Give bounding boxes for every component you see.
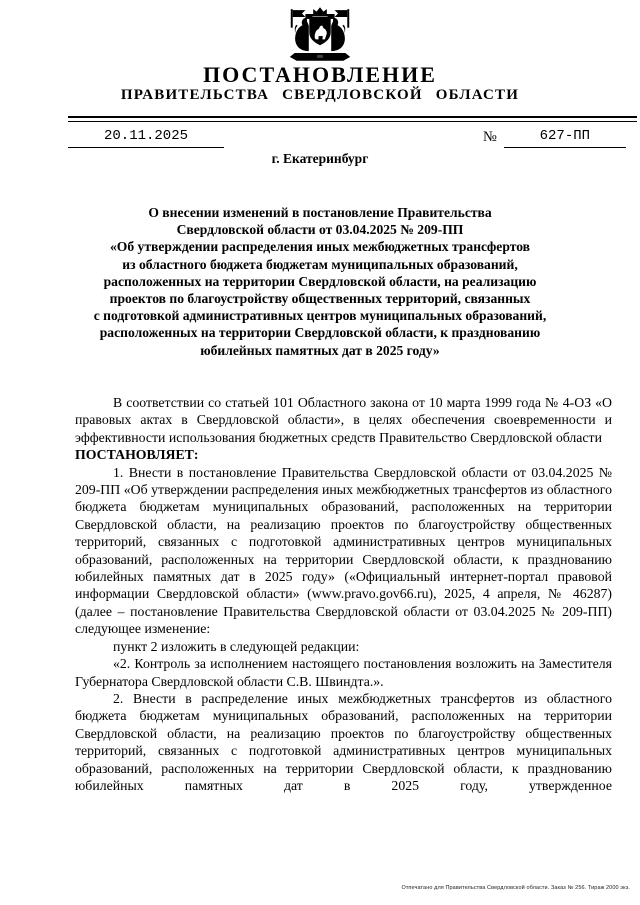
decree-title-line: расположенных на территории Свердловской области, к празднованию xyxy=(99,325,541,341)
date-value: 20.11.2025 xyxy=(68,128,224,148)
decree-title-line: юбилейных памятных дат в 2025 году» xyxy=(200,342,440,358)
body-paragraph-3: «2. Контроль за исполнением настоящего постановления возложить на Заместителя Губернатора Свердловской области С.В. Швиндта.». xyxy=(75,656,612,689)
decree-title-line: проектов по благоустройству общественных территорий, связанных xyxy=(109,291,531,307)
decree-title-line: «Об утверждении распределения иных межбюджетных трансфертов xyxy=(109,239,531,255)
city-label: г. Екатеринбург xyxy=(271,151,369,166)
number-sign: № xyxy=(483,129,497,145)
decree-title-line: из областного бюджета бюджетам муниципальных образований, xyxy=(122,256,518,272)
doc-type-title: ПОСТАНОВЛЕНИЕ xyxy=(203,62,437,87)
decree-body xyxy=(75,394,612,794)
resolves-label: ПОСТАНОВЛЯЕТ: xyxy=(75,447,199,463)
decree-title xyxy=(40,204,600,359)
body-paragraph-2: пункт 2 изложить в следующей редакции: xyxy=(113,638,360,654)
decree-title-line: расположенных на территории Свердловской области, на реализацию xyxy=(103,273,537,289)
number-field xyxy=(483,128,626,148)
decree-title-line: с подготовкой административных центров муниципальных образований, xyxy=(93,308,547,324)
sverdlovsk-coat-of-arms-icon xyxy=(282,6,358,63)
decree-title-line: О внесении изменений в постановление Правительства xyxy=(148,205,492,220)
coat-of-arms-emblem xyxy=(0,6,640,68)
decree-title-line: Свердловской области от 03.04.2025 № 209-ПП xyxy=(176,222,464,238)
body-paragraph-1: 1. Внести в постановление Правительства Свердловской области от 03.04.2025 № 209-ПП «Об утверждении распределения иных межбюджетных трансфертов из областного бюджета бюджетам муниципальных образований, расположенных на территории Свердловской области, на реализацию проектов по благоустройству общественных территорий, связанных с подготовкой административных центров муниципальных образований, расположенных на территории Свердловской области, к празднованию юбилейных памятных дат в 2025 году» («Официальный интернет-портал правовой информации Свердловской области» (www.pravo.gov66.ru), 2025, 4 апреля, № 46287) (далее – постановление Правительства Свердловской области от 03.04.2025 № 209-ПП) следующее изменение: xyxy=(75,464,612,637)
body-intro-paragraph: В соответствии со статьей 101 Областного закона от 10 марта 1999 года № 4-ОЗ «О правовых актах в Свердловской области», в целях обеспечения своевременности и эффективности использования бюджетных средств Правительство Свердловской области xyxy=(75,395,612,445)
number-value: 627-ПП xyxy=(504,128,626,148)
header-separator-line xyxy=(68,116,637,122)
print-info-footer: Отпечатано для Правительства Свердловской области. Заказ № 256. Тираж 2000 экз. xyxy=(401,885,630,891)
authority-title: ПРАВИТЕЛЬСТВА СВЕРДЛОВСКОЙ ОБЛАСТИ xyxy=(120,87,520,103)
body-paragraph-4: 2. Внести в распределение иных межбюджетных трансфертов из областного бюджета бюджетам муниципальных образований, расположенных на территории Свердловской области, на реализацию проектов по благоустройству общественных территорий, связанных с подготовкой административных центров муниципальных образований, расположенных на территории Свердловской области, к празднованию юбилейных памятных дат в 2025 году, утвержденное xyxy=(75,690,612,793)
